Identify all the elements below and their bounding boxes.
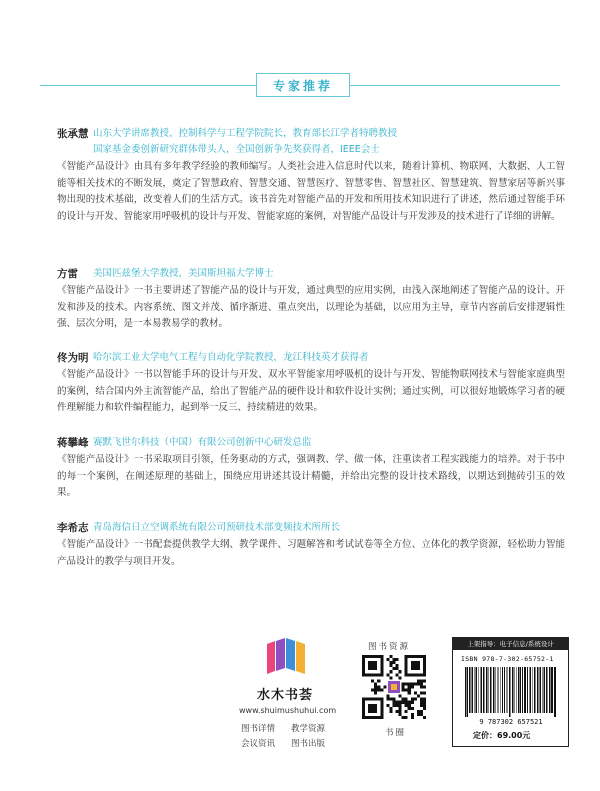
review-jiang bbox=[57, 435, 565, 502]
qr-code-icon[interactable] bbox=[362, 655, 426, 719]
barcode-bar bbox=[539, 667, 540, 713]
qr-module bbox=[417, 695, 420, 698]
barcode-icon bbox=[461, 665, 561, 725]
qr-module bbox=[402, 701, 405, 704]
qr-module bbox=[423, 716, 426, 719]
barcode-bar bbox=[467, 667, 469, 717]
qr-module bbox=[423, 704, 426, 707]
qr-module bbox=[420, 698, 423, 701]
link-book-details[interactable]: 图书详情 bbox=[241, 724, 276, 734]
barcode-bar bbox=[540, 667, 541, 713]
barcode-bar bbox=[551, 667, 553, 713]
qr-module bbox=[408, 692, 411, 695]
qr-module bbox=[408, 701, 411, 704]
barcode-bar bbox=[529, 667, 531, 713]
review-fang bbox=[57, 266, 565, 333]
barcode-bar bbox=[522, 667, 523, 713]
qr-module bbox=[411, 682, 414, 685]
barcode-bar bbox=[493, 667, 495, 713]
qr-module bbox=[389, 710, 392, 713]
logo-book-stripe bbox=[267, 641, 275, 674]
qr-module bbox=[423, 692, 426, 695]
barcode-bar bbox=[554, 667, 556, 717]
barcode-bar bbox=[507, 667, 508, 713]
barcode-bar bbox=[490, 667, 492, 713]
qr-module bbox=[417, 679, 420, 682]
barcode-bar bbox=[516, 667, 517, 713]
publisher-url[interactable]: www.shuimushuhui.com bbox=[239, 706, 337, 715]
qr-module bbox=[392, 658, 395, 661]
qr-module bbox=[371, 689, 374, 692]
review-li bbox=[57, 520, 565, 570]
review-body: 《智能产品设计》一书主要讲述了智能产品的设计与开发，通过典型的应用实例，由浅入深地阐述了智能产品的设计、开发和涉及的技术。内容系统、图文并茂、循序渐进、重点突出，以理论为基础，以应用为主导，章节内容前后安排逻辑性强、层次分明，是一本易教易学的教材。 bbox=[57, 285, 565, 330]
section-header bbox=[256, 73, 350, 97]
qr-module bbox=[411, 713, 414, 716]
qr-module bbox=[392, 698, 395, 701]
barcode-bar bbox=[543, 667, 545, 713]
qr-module bbox=[420, 710, 423, 713]
barcode-bar bbox=[532, 667, 533, 713]
barcode-bar bbox=[534, 667, 536, 713]
qr-module bbox=[411, 661, 420, 670]
qr-module bbox=[396, 664, 399, 667]
qr-module bbox=[420, 713, 423, 716]
barcode-bar bbox=[488, 667, 489, 713]
reviewer-name: 蒋攀峰 bbox=[57, 437, 89, 449]
qr-module bbox=[396, 667, 399, 670]
qr-module bbox=[377, 689, 380, 692]
qr-module bbox=[371, 679, 374, 682]
header-rule-left bbox=[40, 85, 256, 86]
qr-module bbox=[368, 704, 377, 713]
qr-module bbox=[399, 701, 402, 704]
barcode-panel bbox=[452, 637, 569, 747]
qr-module bbox=[411, 685, 414, 688]
qr-module bbox=[408, 704, 411, 707]
barcode-bar bbox=[506, 667, 507, 713]
qr-module bbox=[423, 685, 426, 688]
qr-module bbox=[420, 704, 423, 707]
qr-module bbox=[392, 661, 395, 664]
qr-module bbox=[414, 698, 417, 701]
barcode-bar bbox=[483, 667, 485, 713]
reviewer-title: 美国匹兹堡大学教授，美国斯坦福大学博士 bbox=[93, 268, 274, 279]
barcode-bar bbox=[481, 667, 483, 713]
qr-top-label: 图书资源 bbox=[368, 642, 411, 652]
qr-module bbox=[405, 698, 408, 701]
qr-module bbox=[374, 692, 377, 695]
qr-module bbox=[423, 698, 426, 701]
barcode-bar bbox=[500, 667, 501, 713]
qr-module bbox=[399, 704, 402, 707]
qr-module bbox=[377, 679, 380, 682]
barcode-bar bbox=[504, 667, 505, 713]
section-title: 专家推荐 bbox=[272, 78, 333, 93]
publisher-name: 水木书荟 bbox=[257, 688, 314, 703]
qr-module bbox=[405, 689, 408, 692]
logo-book-stripe bbox=[296, 641, 305, 674]
review-body: 《智能产品设计》一书采取项目引领，任务驱动的方式，强调教、学、做一体，注重读者工程实践能力的培养。对于书中的每一个案例，在阐述原理的基础上，围绕应用讲述其设计精髓，并给出完整的设计技术路线，以期达到抛砖引玉的效果。 bbox=[57, 454, 565, 499]
qr-module bbox=[399, 670, 402, 673]
barcode-bar bbox=[512, 667, 513, 713]
qr-module bbox=[420, 685, 423, 688]
qr-module bbox=[405, 704, 408, 707]
qr-module bbox=[392, 701, 395, 704]
qr-module bbox=[374, 685, 377, 688]
barcode-digits: 9 787302 657521 bbox=[479, 718, 543, 725]
barcode-bar bbox=[486, 667, 488, 713]
reviewer-title: 国家基金委创新研究群体带头人，全国创新争先奖获得者，IEEE会士 bbox=[93, 144, 380, 155]
barcode-bar bbox=[495, 667, 496, 713]
barcode-bar bbox=[478, 667, 479, 713]
reviewer-title: 哈尔滨工业大学电气工程与自动化学院教授，龙江科技英才获得者 bbox=[93, 352, 369, 363]
review-zhang bbox=[57, 126, 565, 225]
qr-module bbox=[423, 707, 426, 710]
qr-module bbox=[417, 713, 420, 716]
review-body: 《智能产品设计》一书以智能手环的设计与开发、双水平智能家用呼吸机的设计与开发、智能物联网技术与智能家庭典型的案例，结合国内外主流智能产品，给出了智能产品的硬件设计和软件设计实例；通过实例，可以很好地锻炼学习者的硬件理解能力和软件编程能力，起到举一反三、持续精进的效果。 bbox=[57, 369, 565, 414]
reviewer-title: 青岛海信日立空调系统有限公司预研技术部变频技术所所长 bbox=[93, 522, 341, 533]
qr-module bbox=[386, 695, 389, 698]
reviewer-name: 张承慧 bbox=[57, 128, 89, 140]
qr-module bbox=[411, 698, 414, 701]
logo-book-stripe bbox=[276, 638, 285, 671]
qr-module bbox=[405, 716, 408, 719]
qr-module bbox=[405, 710, 408, 713]
qr-module bbox=[408, 682, 411, 685]
qr-module bbox=[414, 682, 417, 685]
qr-module bbox=[386, 673, 389, 676]
qr-module bbox=[420, 679, 423, 682]
reviewer-name: 李希志 bbox=[57, 522, 89, 534]
barcode-bar bbox=[527, 667, 528, 713]
qr-module bbox=[408, 707, 411, 710]
qr-module bbox=[374, 689, 377, 692]
barcode-bar bbox=[502, 667, 503, 713]
link-teaching-resources[interactable]: 教学资源 bbox=[291, 724, 326, 734]
qr-module bbox=[386, 704, 389, 707]
qr-module bbox=[399, 713, 402, 716]
link-book-publishing[interactable]: 图书出版 bbox=[291, 739, 326, 749]
reviewer-name: 方雷 bbox=[57, 268, 78, 280]
qr-module bbox=[396, 701, 399, 704]
qr-module bbox=[399, 676, 402, 679]
qr-module bbox=[411, 707, 414, 710]
barcode-bar bbox=[475, 667, 477, 713]
qr-module bbox=[392, 704, 395, 707]
reviewer-name: 佟为明 bbox=[57, 352, 89, 364]
isbn-text: ISBN 978-7-302-65752-1 bbox=[461, 655, 554, 663]
logo-book-stripe bbox=[286, 638, 295, 671]
barcode-bar bbox=[471, 667, 473, 713]
header-rule-right bbox=[350, 85, 560, 86]
qr-module bbox=[420, 692, 423, 695]
qr-module bbox=[417, 682, 420, 685]
barcode-bar bbox=[537, 667, 538, 713]
qr-module bbox=[423, 701, 426, 704]
link-conference-info[interactable]: 会议资讯 bbox=[241, 739, 276, 749]
qr-module bbox=[402, 698, 405, 701]
qr-module bbox=[389, 676, 392, 679]
qr-module bbox=[389, 655, 392, 658]
qr-module bbox=[396, 704, 399, 707]
qr-module bbox=[399, 707, 402, 710]
qr-module bbox=[383, 685, 386, 688]
qr-module bbox=[396, 658, 399, 661]
qr-module bbox=[389, 664, 392, 667]
review-body: 《智能产品设计》由具有多年教学经验的教师编写。人类社会进入信息时代以来，随着计算机、物联网、大数据、人工智能等相关技术的不断发展，奠定了智慧政府、智慧交通、智慧医疗、智慧零售、智慧社区、智慧建筑、智慧家居等新兴事物出现的技术基础，改变着人们的生活方式。该书首先对智能产品的开发和所用技术知识进行了讲述，然后通过智能手环的设计与开发、智能家用呼吸机的设计与开发、智能家庭的案例，对智能产品设计与开发涉及的技术进行了详细的讲解。 bbox=[57, 161, 565, 222]
barcode-bar bbox=[498, 667, 499, 713]
qr-module bbox=[417, 710, 420, 713]
reviewer-title: 赛默飞世尔科技（中国）有限公司创新中心研发总监 bbox=[93, 437, 312, 448]
review-body: 《智能产品设计》一书配套提供教学大纲、教学课件、习题解答和考试试卷等全方位、立体化的教学资源，轻松助力智能产品设计的教学与项目开发。 bbox=[57, 539, 565, 567]
price-text: 定价：69.00元 bbox=[473, 731, 531, 740]
qr-module bbox=[402, 716, 405, 719]
barcode-bar bbox=[514, 667, 515, 713]
barcode-bar bbox=[542, 667, 543, 713]
barcode-bar bbox=[518, 667, 519, 713]
barcode-bar bbox=[465, 667, 466, 717]
qr-module bbox=[411, 716, 414, 719]
barcode-bar bbox=[546, 667, 548, 713]
qr-module bbox=[389, 670, 392, 673]
barcode-bar bbox=[509, 667, 511, 717]
barcode-bar bbox=[520, 667, 522, 713]
review-tong bbox=[57, 350, 565, 417]
barcode-bar bbox=[469, 667, 471, 713]
qr-module bbox=[399, 710, 402, 713]
qr-module bbox=[396, 710, 399, 713]
qr-module bbox=[368, 661, 377, 670]
qr-module bbox=[389, 707, 392, 710]
qr-module bbox=[402, 685, 405, 688]
qr-module bbox=[408, 689, 411, 692]
qr-module bbox=[386, 698, 389, 701]
qr-module bbox=[386, 658, 389, 661]
qr-module bbox=[420, 701, 423, 704]
qr-module bbox=[423, 679, 426, 682]
barcode-bar bbox=[524, 667, 526, 713]
qr-module bbox=[396, 673, 399, 676]
qr-module bbox=[402, 682, 405, 685]
qr-module bbox=[377, 685, 380, 688]
qr-module bbox=[420, 682, 423, 685]
qr-module bbox=[405, 682, 408, 685]
qr-bottom-label: 书圈 bbox=[385, 728, 407, 738]
barcode-bar bbox=[549, 667, 551, 713]
shelving-category: 上架指导：电子信息/系统设计 bbox=[453, 638, 568, 650]
qr-module bbox=[405, 701, 408, 704]
qr-module bbox=[389, 661, 392, 664]
barcode-bar bbox=[474, 667, 475, 713]
qr-module bbox=[402, 689, 405, 692]
qr-module bbox=[414, 692, 417, 695]
qr-module bbox=[411, 701, 414, 704]
qr-module bbox=[380, 689, 383, 692]
qr-module bbox=[374, 682, 377, 685]
qr-module bbox=[408, 685, 411, 688]
qr-module bbox=[392, 667, 395, 670]
reviewer-title: 山东大学讲席教授、控制科学与工程学院院长，教育部长江学者特聘教授 bbox=[93, 128, 398, 139]
qr-module bbox=[399, 695, 402, 698]
book-logo-icon bbox=[265, 636, 307, 674]
qr-module bbox=[389, 698, 392, 701]
